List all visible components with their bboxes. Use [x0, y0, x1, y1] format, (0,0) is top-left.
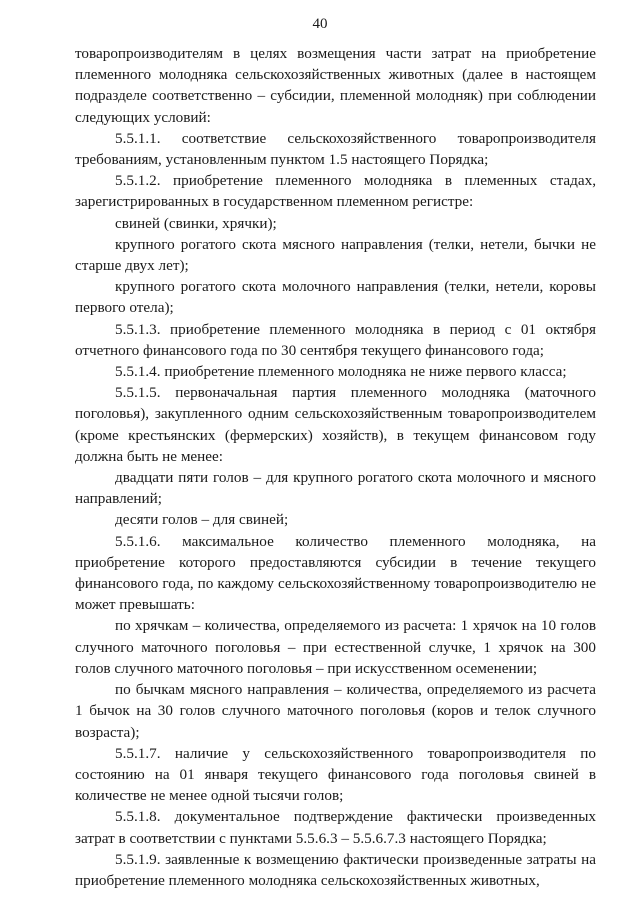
- paragraph-dairy-cattle: крупного рогатого скота молочного направления (телки, нетели, коровы первого отела);: [75, 278, 596, 317]
- paragraph-5-5-1-7: 5.5.1.7. наличие у сельскохозяйственного товаропроизводителя по состоянию на 01 января текущего финансового года поголовья свиней в количестве не менее одной тысячи голов;: [75, 744, 596, 805]
- paragraph-5-5-1-5: 5.5.1.5. первоначальная партия племенного молодняка (маточного поголовья), закупленного одним сельскохозяйственным товаропроизводителем (кроме крестьянских (фермерских) хозяйств), в текущем финансовом году должна быть не менее:: [75, 384, 596, 465]
- paragraph-beef-cattle: крупного рогатого скота мясного направления (телки, нетели, бычки не старше двух лет);: [75, 235, 596, 275]
- paragraph-pigs: свиней (свинки, хрячки);: [115, 214, 277, 232]
- paragraph-boars-limit: по хрячкам – количества, определяемого из расчета: 1 хрячок на 10 голов случного маточного поголовья – при естественной случке, 1 хрячок на 300 голов случного маточного поголовья – при искусственном осеменении;: [75, 617, 596, 677]
- paragraph-bulls-limit: по бычкам мясного направления – количества, определяемого из расчета 1 бычок на 30 голов случного маточного поголовья (коров и телок случного возраста);: [75, 681, 596, 741]
- paragraph-conditions-intro: товаропроизводителям в целях возмещения части затрат на приобретение племенного молодняка сельскохозяйственных животных (далее в настоящем подразделе соответственно – субсидии, племенной молодняк) при соблюдении следующих условий:: [75, 45, 596, 126]
- page-number: 40: [312, 16, 328, 32]
- paragraph-5-5-1-6: 5.5.1.6. максимальное количество племенного молодняка, на приобретение которого предоставляются субсидии в течение текущего финансового года, по каждому сельскохозяйственному товаропроизводителю не может превышать:: [75, 532, 596, 614]
- paragraph-cattle-minimum: двадцати пяти голов – для крупного рогатого скота молочного и мясного направлений;: [75, 469, 596, 508]
- paragraph-5-5-1-1: 5.5.1.1. соответствие сельскохозяйственного товаропроизводителя требованиям, установленным пунктом 1.5 настоящего Порядка;: [75, 129, 596, 169]
- paragraph-5-5-1-2: 5.5.1.2. приобретение племенного молодняка в племенных стадах, зарегистрированных в государственном племенном регистре:: [75, 172, 596, 211]
- paragraph-5-5-1-4: 5.5.1.4. приобретение племенного молодняка не ниже первого класса;: [115, 363, 567, 381]
- paragraph-pigs-minimum: десяти голов – для свиней;: [115, 511, 289, 529]
- paragraph-5-5-1-8: 5.5.1.8. документальное подтверждение фактически произведенных затрат в соответствии с пунктами 5.5.6.3 – 5.5.6.7.3 настоящего Порядка;: [75, 808, 596, 847]
- paragraph-5-5-1-3: 5.5.1.3. приобретение племенного молодняка в период с 01 октября отчетного финансового года по 30 сентября текущего финансового года;: [75, 320, 596, 359]
- document-body: [75, 43, 596, 891]
- paragraph-5-5-1-9: 5.5.1.9. заявленные к возмещению фактически произведенные затраты на приобретение племенного молодняка сельскохозяйственных животных,: [75, 850, 596, 889]
